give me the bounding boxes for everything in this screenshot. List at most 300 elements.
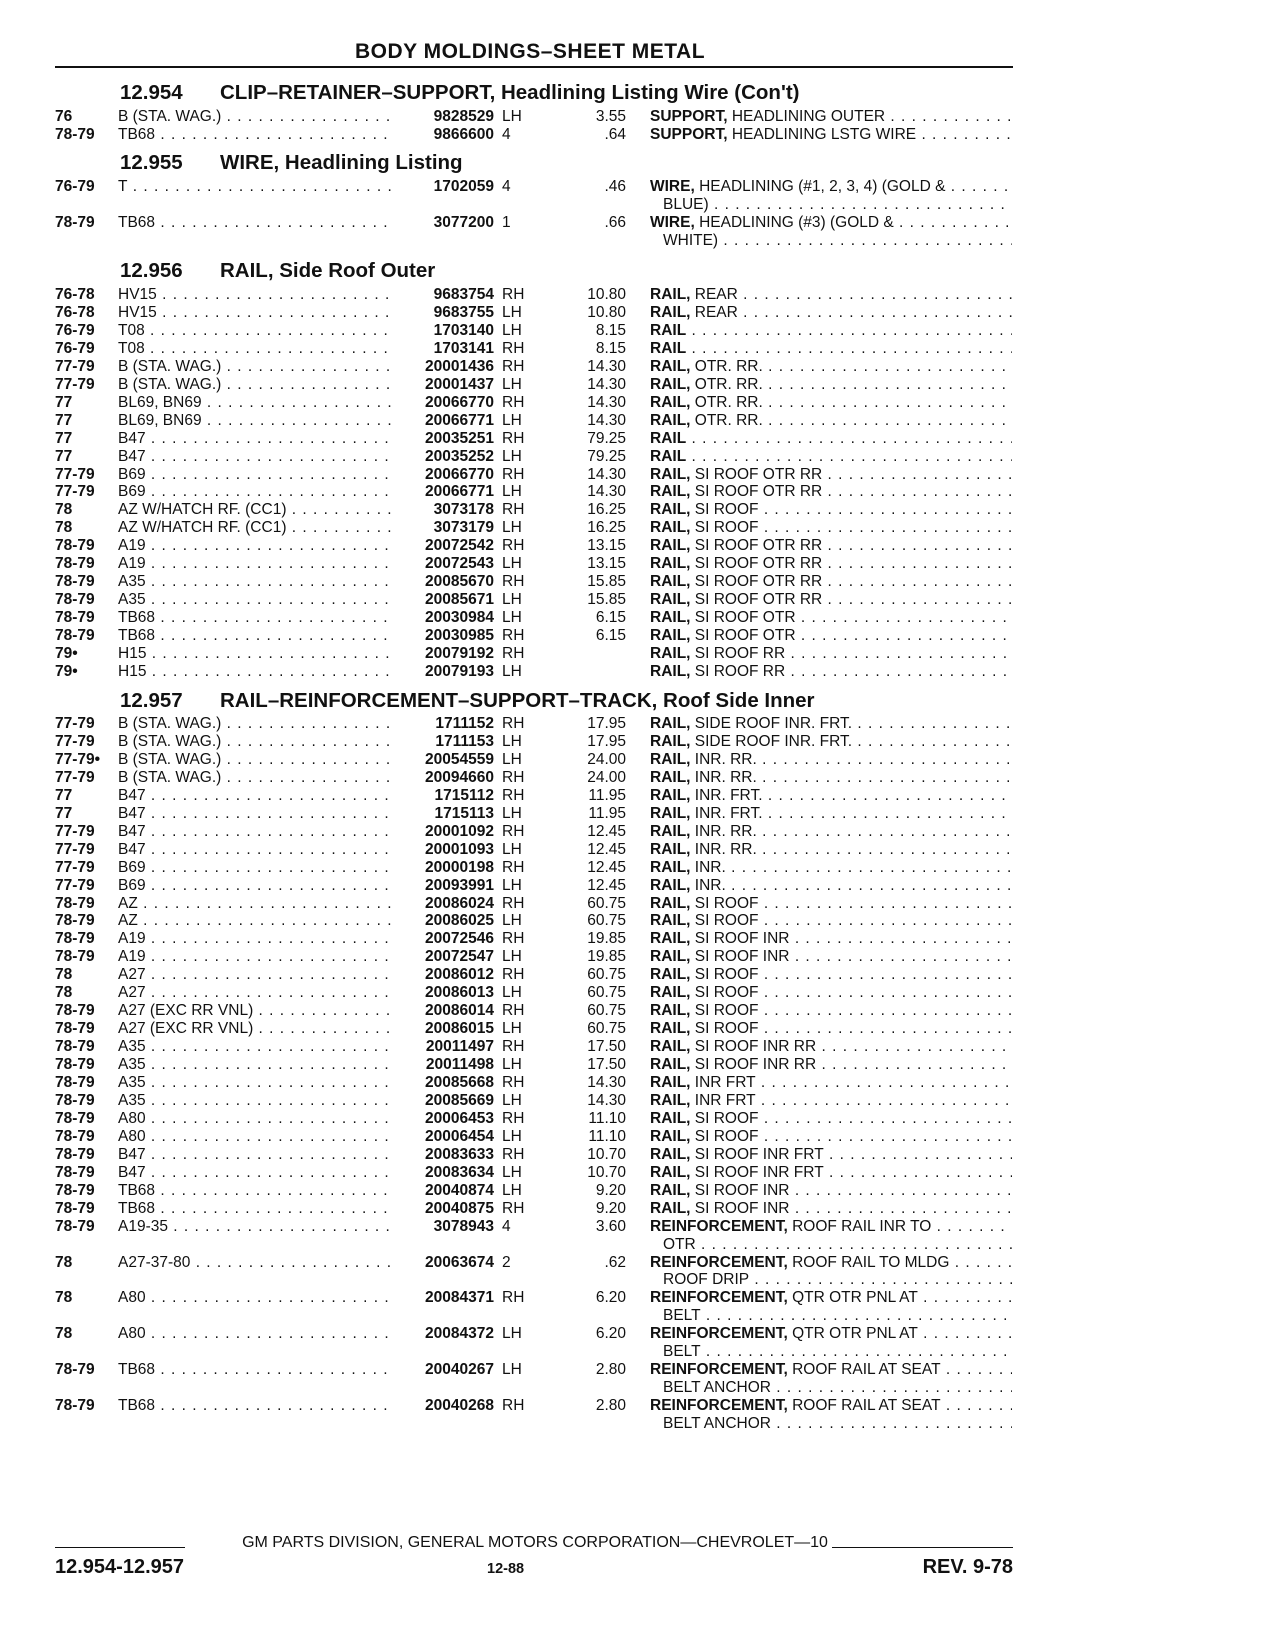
model-year: 77-79	[55, 876, 95, 894]
part-number: 20072543	[395, 554, 494, 573]
price: 24.00	[587, 750, 626, 768]
model-description: B47 . . .	[118, 840, 398, 859]
quantity: LH	[502, 447, 522, 465]
part-number: 1711153	[395, 732, 494, 751]
part-row-continuation	[0, 1306, 1280, 1325]
part-name	[650, 375, 1012, 394]
part-name-keyword: RAIL,	[650, 1020, 691, 1038]
part-number: 3073179	[395, 518, 494, 537]
quantity: RH	[502, 339, 525, 357]
part-name-detail: SI ROOF RR	[690, 645, 786, 662]
model-description: TB68 . . .	[118, 213, 398, 232]
part-name	[650, 644, 1012, 663]
price: 16.25	[587, 501, 626, 519]
model-description: B47 . . .	[118, 804, 398, 823]
model-year: 78	[55, 1325, 73, 1343]
section-heading	[120, 688, 1020, 714]
price: 10.80	[587, 303, 626, 321]
model-year: 78-79	[55, 1056, 95, 1074]
model-description: T08 . . .	[118, 321, 398, 340]
part-name	[650, 554, 1012, 573]
part-number: 20030984	[395, 608, 494, 627]
model-description: A27 (EXC RR VNL) . . .	[118, 1019, 398, 1038]
part-number: 20011498	[395, 1055, 494, 1074]
part-row-continuation	[0, 195, 1280, 214]
model-year: 76-79	[55, 321, 95, 339]
model-year: 76-79	[55, 178, 95, 195]
part-name-detail: SI ROOF	[690, 1127, 759, 1145]
part-name-keyword: RAIL,	[650, 1109, 691, 1127]
model-year: 76-78	[55, 286, 95, 303]
price: 6.15	[595, 627, 626, 645]
part-name-detail: ROOF RAIL INR TO	[787, 1217, 932, 1235]
part-name-keyword: RAIL,	[650, 501, 691, 519]
model-description: B47 . . .	[118, 429, 398, 448]
part-name	[650, 1145, 1012, 1164]
model-description: A27 (EXC RR VNL) . . .	[118, 1001, 398, 1020]
model-year: 78-79	[55, 1091, 95, 1109]
part-name	[650, 1396, 1012, 1415]
section-number: 12.955	[120, 151, 183, 174]
part-row	[0, 447, 1280, 466]
part-name-detail: SI ROOF OTR RR	[690, 573, 823, 591]
model-description: A80 . . .	[118, 1127, 398, 1146]
part-row	[0, 1324, 1280, 1343]
part-name-keyword: SUPPORT,	[650, 108, 728, 125]
part-name-detail: INR. RR.	[690, 750, 757, 768]
part-name	[650, 1109, 1012, 1128]
part-number: 1715113	[395, 804, 494, 823]
model-year: 77-79	[55, 483, 95, 501]
quantity: LH	[502, 1127, 522, 1145]
part-row	[0, 732, 1280, 751]
part-number: 20063674	[395, 1253, 494, 1272]
model-year: 78	[55, 1253, 73, 1271]
part-number: 20040268	[395, 1396, 494, 1415]
model-year: 78	[55, 501, 73, 519]
part-name-detail: INR. RR.	[690, 822, 757, 840]
part-name-keyword: RAIL	[650, 339, 687, 357]
price: 6.20	[595, 1325, 626, 1343]
model-year: 78-79	[55, 609, 95, 627]
quantity: RH	[502, 1002, 525, 1020]
part-name	[650, 1127, 1012, 1146]
part-name-keyword: RAIL,	[650, 894, 691, 912]
part-name	[650, 482, 1012, 501]
part-name-detail: OTR. RR.	[690, 393, 763, 411]
part-name-keyword: RAIL,	[650, 303, 691, 321]
part-name	[650, 1073, 1012, 1092]
quantity: RH	[502, 768, 525, 786]
part-number: 20086013	[395, 983, 494, 1002]
model-year: 78	[55, 984, 73, 1002]
part-name-detail: SI ROOF OTR RR	[690, 537, 823, 555]
part-number: 20085670	[395, 572, 494, 591]
model-description: B (STA. WAG.) . . .	[118, 732, 398, 751]
model-year: 78-79	[55, 948, 95, 966]
part-name-keyword: REINFORCEMENT,	[650, 1325, 788, 1343]
part-name	[650, 626, 1012, 645]
part-number: 1703140	[395, 321, 494, 340]
part-name-keyword: RAIL,	[650, 750, 691, 768]
model-year: 77	[55, 786, 73, 804]
part-name	[650, 500, 1012, 519]
part-name-detail: QTR OTR PNL AT	[787, 1325, 918, 1343]
part-name-keyword: RAIL,	[650, 411, 691, 429]
part-name-keyword: RAIL,	[650, 768, 691, 786]
part-number: 20066771	[395, 411, 494, 430]
price: 79.25	[587, 429, 626, 447]
part-name	[650, 1253, 1012, 1272]
part-row	[0, 285, 1280, 304]
part-name-detail: HEADLINING OUTER	[727, 108, 886, 125]
part-name-keyword: RAIL,	[650, 1056, 691, 1074]
model-year: 77-79	[55, 375, 95, 393]
part-row	[0, 429, 1280, 448]
part-name-keyword: WIRE,	[650, 213, 695, 231]
part-number: 20072547	[395, 947, 494, 966]
part-name-detail: HEADLINING (#1, 2, 3, 4) (GOLD &	[694, 178, 946, 195]
price: 24.00	[587, 768, 626, 786]
part-number: 20085668	[395, 1073, 494, 1092]
part-name-keyword: RAIL,	[650, 609, 691, 627]
part-number: 3078943	[395, 1217, 494, 1236]
part-name-detail: SI ROOF RR	[690, 662, 786, 680]
model-description: A80 . . .	[118, 1109, 398, 1128]
price: 17.95	[587, 732, 626, 750]
part-name-detail: REAR	[690, 286, 738, 303]
part-name	[650, 1288, 1012, 1307]
model-description: A35 . . .	[118, 572, 398, 591]
price: .46	[604, 178, 626, 195]
part-number: 3077200	[395, 213, 494, 232]
part-row	[0, 840, 1280, 859]
part-number: 20083633	[395, 1145, 494, 1164]
part-name-continued: ROOF DRIP . . .	[663, 1270, 1012, 1289]
model-year: 78	[55, 1289, 73, 1307]
quantity: RH	[502, 1397, 525, 1415]
part-number: 20066771	[395, 482, 494, 501]
part-name-detail: SI ROOF	[690, 966, 759, 984]
part-name-keyword: RAIL,	[650, 930, 691, 948]
part-row	[0, 536, 1280, 555]
quantity: RH	[502, 645, 525, 662]
quantity: RH	[502, 465, 525, 483]
quantity: LH	[502, 108, 522, 125]
quantity: LH	[502, 912, 522, 930]
part-name-detail: QTR OTR PNL AT	[787, 1289, 918, 1307]
part-row-continuation	[0, 1414, 1280, 1433]
price: 17.50	[587, 1056, 626, 1074]
quantity: 2	[502, 1253, 511, 1271]
part-row	[0, 644, 1280, 663]
part-name	[650, 107, 1012, 126]
quantity: LH	[502, 609, 522, 627]
part-number: 20035252	[395, 447, 494, 466]
part-name-keyword: RAIL,	[650, 573, 691, 591]
part-name-keyword: RAIL,	[650, 732, 691, 750]
part-row	[0, 465, 1280, 484]
part-name-keyword: RAIL,	[650, 465, 691, 483]
part-name	[650, 177, 1012, 196]
part-name-keyword: WIRE,	[650, 178, 695, 195]
part-name-keyword: RAIL,	[650, 715, 691, 732]
part-number: 20006454	[395, 1127, 494, 1146]
price: 2.80	[595, 1397, 626, 1415]
part-name-keyword: RAIL,	[650, 591, 691, 609]
part-name	[650, 303, 1012, 322]
model-year: 78-79	[55, 1397, 95, 1415]
model-description: B (STA. WAG.) . . .	[118, 768, 398, 787]
price: 10.70	[587, 1145, 626, 1163]
part-row	[0, 983, 1280, 1002]
part-name	[650, 732, 1012, 751]
part-number: 20001092	[395, 822, 494, 841]
model-year: 78-79	[55, 537, 95, 555]
part-name-continued: BELT . . .	[663, 1306, 1012, 1325]
part-name	[650, 965, 1012, 984]
part-name	[650, 447, 1012, 466]
price: 14.30	[587, 393, 626, 411]
part-row	[0, 804, 1280, 823]
part-name	[650, 840, 1012, 859]
model-year: 77	[55, 804, 73, 822]
price: 60.75	[587, 1002, 626, 1020]
part-name	[650, 1163, 1012, 1182]
footer-section-range: 12.954-12.957	[55, 1556, 185, 1578]
model-year: 77	[55, 447, 73, 465]
part-name-keyword: RAIL,	[650, 662, 691, 680]
price: 60.75	[587, 912, 626, 930]
part-name-keyword: REINFORCEMENT,	[650, 1289, 788, 1307]
part-name-keyword: RAIL,	[650, 1127, 691, 1145]
part-row	[0, 965, 1280, 984]
part-row	[0, 911, 1280, 930]
model-description: TB68 . . .	[118, 1360, 398, 1379]
price: 12.45	[587, 858, 626, 876]
quantity: LH	[502, 375, 522, 393]
model-year: 77-79	[55, 822, 95, 840]
part-name	[650, 572, 1012, 591]
model-year: 78-79	[55, 125, 95, 143]
quantity: RH	[502, 393, 525, 411]
quantity: LH	[502, 555, 522, 573]
quantity: RH	[502, 429, 525, 447]
price: 13.15	[587, 537, 626, 555]
part-name	[650, 125, 1012, 144]
price: 10.80	[587, 286, 626, 303]
part-row	[0, 1253, 1280, 1272]
part-name-continued: BELT ANCHOR . . .	[663, 1378, 1012, 1397]
part-name-detail: SI ROOF	[690, 894, 759, 912]
part-row	[0, 1163, 1280, 1182]
model-description: B47 . . .	[118, 1163, 398, 1182]
part-number: 9683754	[395, 285, 494, 304]
section-title: RAIL, Side Roof Outer	[220, 259, 436, 282]
quantity: LH	[502, 750, 522, 768]
part-name	[650, 929, 1012, 948]
part-row	[0, 375, 1280, 394]
part-name-detail: SI ROOF OTR RR	[690, 555, 823, 573]
part-name	[650, 465, 1012, 484]
part-name	[650, 590, 1012, 609]
part-row	[0, 572, 1280, 591]
model-year: 78	[55, 966, 73, 984]
model-description: TB68 . . .	[118, 1396, 398, 1415]
model-year: 78-79	[55, 573, 95, 591]
part-number: 20040874	[395, 1181, 494, 1200]
part-name-detail: ROOF RAIL AT SEAT	[787, 1361, 941, 1379]
quantity: LH	[502, 840, 522, 858]
part-name-detail: SI ROOF	[690, 912, 759, 930]
part-name-detail: SI ROOF OTR RR	[690, 483, 823, 501]
part-row	[0, 929, 1280, 948]
quantity: RH	[502, 1109, 525, 1127]
part-name-detail: ROOF RAIL TO MLDG	[787, 1253, 950, 1271]
model-description: A35 . . .	[118, 1037, 398, 1056]
part-row	[0, 357, 1280, 376]
quantity: LH	[502, 519, 522, 537]
model-year: 77-79	[55, 768, 95, 786]
model-description: A27 . . .	[118, 965, 398, 984]
part-row	[0, 590, 1280, 609]
part-row	[0, 822, 1280, 841]
part-number: 20035251	[395, 429, 494, 448]
part-number: 20011497	[395, 1037, 494, 1056]
part-name	[650, 1181, 1012, 1200]
section-title: WIRE, Headlining Listing	[220, 151, 463, 174]
price: 14.30	[587, 375, 626, 393]
part-name	[650, 876, 1012, 895]
part-name-detail: INR. FRT.	[690, 804, 763, 822]
part-number: 20094660	[395, 768, 494, 787]
price: 16.25	[587, 519, 626, 537]
price: 9.20	[595, 1181, 626, 1199]
part-number: 20030985	[395, 626, 494, 645]
price: 19.85	[587, 948, 626, 966]
price: 14.30	[587, 465, 626, 483]
price: 10.70	[587, 1163, 626, 1181]
price: .64	[604, 125, 626, 143]
price: 60.75	[587, 984, 626, 1002]
part-number: 20084371	[395, 1288, 494, 1307]
price: 15.85	[587, 591, 626, 609]
quantity: LH	[502, 1325, 522, 1343]
model-year: 78-79	[55, 1038, 95, 1056]
quantity: LH	[502, 1091, 522, 1109]
part-name-keyword: RAIL,	[650, 645, 691, 662]
part-row	[0, 321, 1280, 340]
part-name-keyword: RAIL,	[650, 627, 691, 645]
part-row	[0, 1199, 1280, 1218]
part-row	[0, 714, 1280, 733]
price: 60.75	[587, 966, 626, 984]
part-name	[650, 339, 1012, 358]
model-description: B (STA. WAG.) . . .	[118, 750, 398, 769]
quantity: 4	[502, 125, 511, 143]
part-name-keyword: RAIL,	[650, 840, 691, 858]
model-year: 78	[55, 519, 73, 537]
part-name-detail: REAR	[690, 303, 738, 321]
part-row	[0, 608, 1280, 627]
part-name	[650, 518, 1012, 537]
model-description: B69 . . .	[118, 465, 398, 484]
part-row	[0, 339, 1280, 358]
part-name	[650, 786, 1012, 805]
model-description: B (STA. WAG.) . . .	[118, 357, 398, 376]
model-description: T . . .	[118, 177, 398, 196]
part-name	[650, 536, 1012, 555]
part-number: 9866600	[395, 125, 494, 144]
part-name-keyword: RAIL,	[650, 1038, 691, 1056]
model-year: 77-79	[55, 858, 95, 876]
model-year: 78-79	[55, 1145, 95, 1163]
part-row	[0, 626, 1280, 645]
part-name-keyword: RAIL,	[650, 876, 691, 894]
page-title: BODY MOLDINGS–SHEET METAL	[354, 40, 706, 63]
model-description: A80 . . .	[118, 1324, 398, 1343]
model-year: 78-79	[55, 912, 95, 930]
model-year: 78-79	[55, 1020, 95, 1038]
price: 60.75	[587, 1020, 626, 1038]
part-name	[650, 662, 1012, 681]
part-name-keyword: RAIL,	[650, 393, 691, 411]
part-name	[650, 911, 1012, 930]
part-row	[0, 1019, 1280, 1038]
part-name-detail: INR FRT	[690, 1091, 756, 1109]
model-description: B (STA. WAG.) . . .	[118, 107, 398, 126]
quantity: LH	[502, 411, 522, 429]
part-name-keyword: RAIL,	[650, 1181, 691, 1199]
model-description: T08 . . .	[118, 339, 398, 358]
price: 11.95	[588, 804, 626, 822]
footer-revision: REV. 9-78	[922, 1556, 1013, 1578]
part-name-detail: INR. RR.	[690, 840, 757, 858]
price: 17.50	[587, 1038, 626, 1056]
model-description: A35 . . .	[118, 1091, 398, 1110]
quantity: RH	[502, 1074, 525, 1091]
part-row	[0, 177, 1280, 196]
price: 13.15	[587, 555, 626, 573]
price: 12.45	[587, 822, 626, 840]
part-name-detail: SIDE ROOF INR. FRT.	[690, 732, 853, 750]
part-name-keyword: RAIL,	[650, 822, 691, 840]
part-name-detail: SI ROOF INR RR	[690, 1056, 817, 1074]
quantity: LH	[502, 984, 522, 1002]
part-row	[0, 482, 1280, 501]
quantity: RH	[502, 357, 525, 375]
quantity: LH	[502, 591, 522, 609]
part-name	[650, 213, 1012, 232]
part-name	[650, 822, 1012, 841]
part-number: 20001093	[395, 840, 494, 859]
price: 14.30	[587, 483, 626, 501]
model-year: 79•	[55, 662, 78, 680]
part-name-keyword: SUPPORT,	[650, 125, 728, 143]
part-number: 20040875	[395, 1199, 494, 1218]
part-name	[650, 1217, 1012, 1236]
part-name-keyword: RAIL,	[650, 357, 691, 375]
part-name	[650, 714, 1012, 733]
part-number: 20006453	[395, 1109, 494, 1128]
part-name-detail: SI ROOF INR FRT	[690, 1163, 824, 1181]
model-year: 77	[55, 411, 73, 429]
quantity: LH	[502, 1020, 522, 1038]
section-number: 12.957	[120, 689, 183, 712]
part-number: 20086012	[395, 965, 494, 984]
part-name-keyword: RAIL	[650, 321, 687, 339]
part-name	[650, 894, 1012, 913]
